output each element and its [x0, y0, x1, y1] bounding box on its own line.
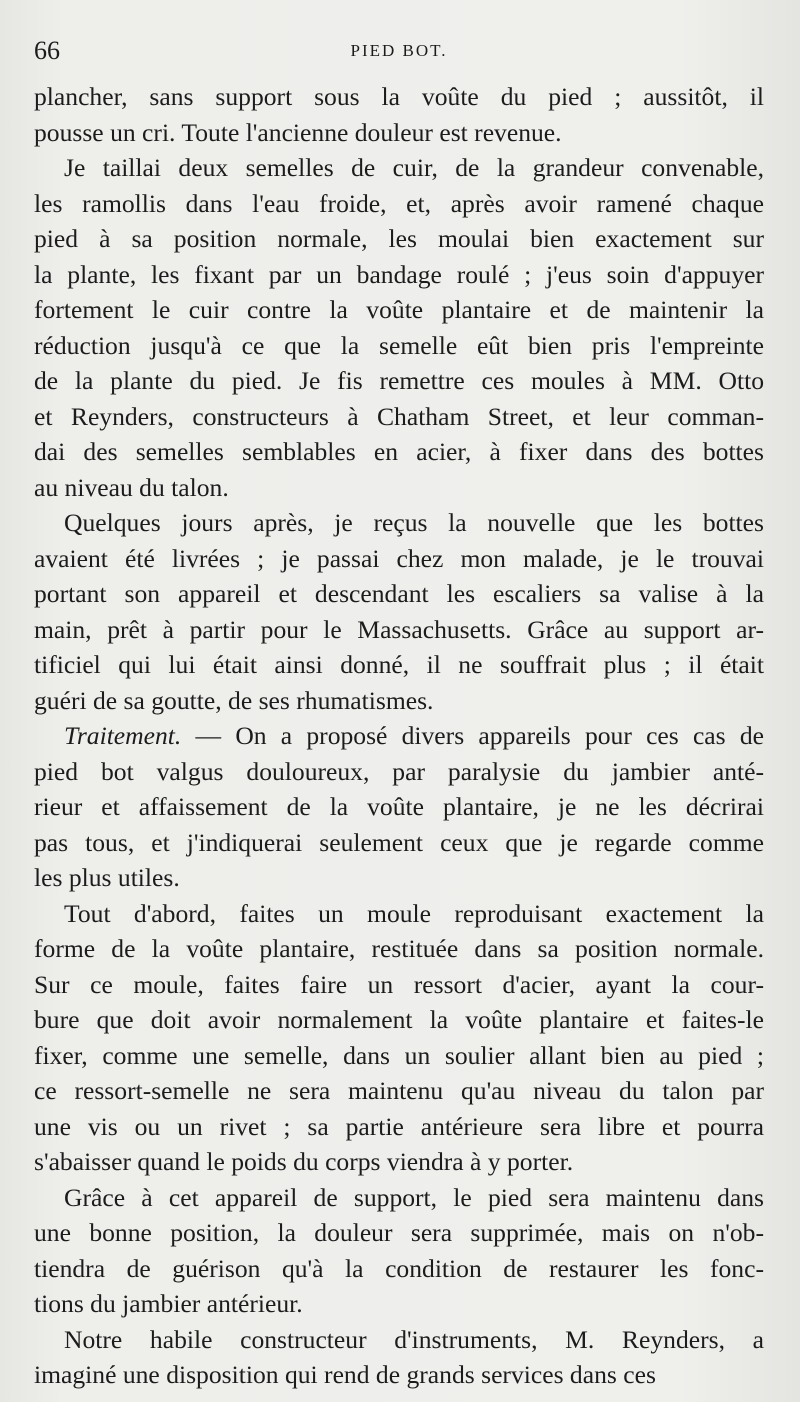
line-text: Grâce à cet appareil de support, le pied sera maintenu dans [64, 1182, 764, 1212]
line-text: une vis ou un rivet ; sa partie antérieure sera libre et pourra [34, 1111, 764, 1141]
text-line [34, 221, 764, 257]
text-line [34, 1180, 764, 1216]
line-text: tificiel qui lui était ainsi donné, il ne souffrait plus ; il était [34, 650, 764, 679]
text-line [34, 292, 764, 328]
text-line [34, 718, 764, 754]
text-line [34, 150, 764, 186]
text-line [34, 1109, 764, 1145]
line-text: réduction jusqu'à ce que la semelle eût bien pris l'empreinte [34, 330, 764, 360]
line-text: pied à sa position normale, les moulai bien exactement sur [34, 224, 764, 253]
text-line [34, 896, 764, 932]
italic-lead: Traitement. [64, 721, 182, 750]
line-text: Tout d'abord, faites un moule reproduisant exactement la [64, 898, 764, 928]
line-text: tions du jambier antérieur. [34, 1289, 303, 1318]
text-line [34, 541, 764, 577]
line-text: Sur ce moule, faites faire un ressort d'acier, ayant la cour- [34, 969, 764, 999]
text-line [34, 79, 764, 115]
line-text: bure que doit avoir normalement la voûte plantaire et faites-le [34, 1005, 764, 1034]
paragraph [34, 1322, 764, 1393]
line-text: plancher, sans support sous la voûte du pied ; aussitôt, il [34, 82, 764, 111]
line-text: Je taillai deux semelles de cuir, de la grandeur convenable, [64, 153, 764, 182]
line-text: de la plante du pied. Je fis remettre ces moules à MM. Otto [34, 366, 764, 395]
text-line [34, 1073, 764, 1109]
paragraph [34, 718, 764, 896]
line-text: main, prêt à partir pour le Massachusetts. Grâce au support ar- [34, 614, 764, 644]
line-text: les ramollis dans l'eau froide, et, après avoir ramené chaque [34, 188, 764, 218]
body-text [34, 79, 764, 1393]
line-text: s'abaisser quand le poids du corps viendra à y porter. [34, 1147, 574, 1176]
text-line [34, 647, 764, 683]
text-line [34, 1251, 764, 1287]
page-number: 66 [34, 36, 60, 65]
paragraph [34, 1180, 764, 1322]
text-line [34, 789, 764, 825]
line-text: les plus utiles. [34, 863, 180, 892]
line-text: une bonne position, la douleur sera supprimée, mais on n'ob- [34, 1218, 764, 1247]
text-line [34, 328, 764, 364]
text-line [34, 363, 764, 399]
line-text: guéri de sa goutte, de ses rhumatismes. [34, 685, 434, 715]
page-header [34, 36, 764, 70]
line-text: forme de la voûte plantaire, restituée dans sa position normale. [34, 934, 764, 963]
running-title: PIED BOT. [350, 41, 448, 60]
text-line [34, 115, 764, 151]
line-text: portant son appareil et descendant les escaliers sa valise à la [34, 579, 764, 608]
line-text: dai des semelles semblables en acier, à fixer dans des bottes [34, 437, 764, 466]
text-line [34, 683, 764, 719]
line-text: Notre habile constructeur d'instruments, M. Reynders, a [64, 1324, 764, 1354]
text-line [34, 257, 764, 293]
text-line [34, 186, 764, 222]
line-text: — On a proposé divers appareils pour ces cas de [181, 721, 764, 750]
line-text: pousse un cri. Toute l'ancienne douleur est revenue. [34, 117, 562, 147]
text-line [34, 470, 764, 506]
paragraph [34, 896, 764, 1180]
text-line [34, 825, 764, 861]
line-text: la plante, les fixant par un bandage roulé ; j'eus soin d'appuyer [34, 259, 764, 289]
line-text: Quelques jours après, je reçus la nouvelle que les bottes [64, 508, 764, 537]
paragraph [34, 150, 764, 505]
line-text: et Reynders, constructeurs à Chatham Street, et leur comman- [34, 401, 764, 431]
text-line [34, 860, 764, 896]
paragraph [34, 79, 764, 150]
line-text: tiendra de guérison qu'à la condition de restaurer les fonc- [34, 1253, 764, 1283]
line-text: au niveau du talon. [34, 472, 229, 502]
text-line [34, 754, 764, 790]
text-line [34, 1002, 764, 1038]
text-line [34, 1215, 764, 1251]
text-line [34, 1038, 764, 1074]
text-line [34, 1286, 764, 1322]
text-line [34, 1357, 764, 1393]
text-line [34, 967, 764, 1003]
line-text: fixer, comme une semelle, dans un soulier allant bien au pied ; [34, 1040, 764, 1070]
line-text: avaient été livrées ; je passai chez mon malade, je le trouvai [34, 543, 764, 573]
paragraph [34, 505, 764, 718]
line-text: rieur et affaissement de la voûte plantaire, je ne les décrirai [34, 792, 764, 821]
line-text: ce ressort-semelle ne sera maintenu qu'au niveau du talon par [34, 1076, 764, 1105]
text-line [34, 1144, 764, 1180]
text-line [34, 612, 764, 648]
text-line [34, 399, 764, 435]
text-line [34, 505, 764, 541]
text-line [34, 576, 764, 612]
line-text: fortement le cuir contre la voûte plantaire et de maintenir la [34, 295, 764, 324]
text-line [34, 1322, 764, 1358]
line-text: pas tous, et j'indiquerai seulement ceux que je regarde comme [34, 827, 764, 857]
line-text: imaginé une disposition qui rend de grands services dans ces [34, 1360, 656, 1389]
text-line [34, 931, 764, 967]
text-line [34, 434, 764, 470]
line-text: pied bot valgus douloureux, par paralysie du jambier anté- [34, 756, 764, 786]
